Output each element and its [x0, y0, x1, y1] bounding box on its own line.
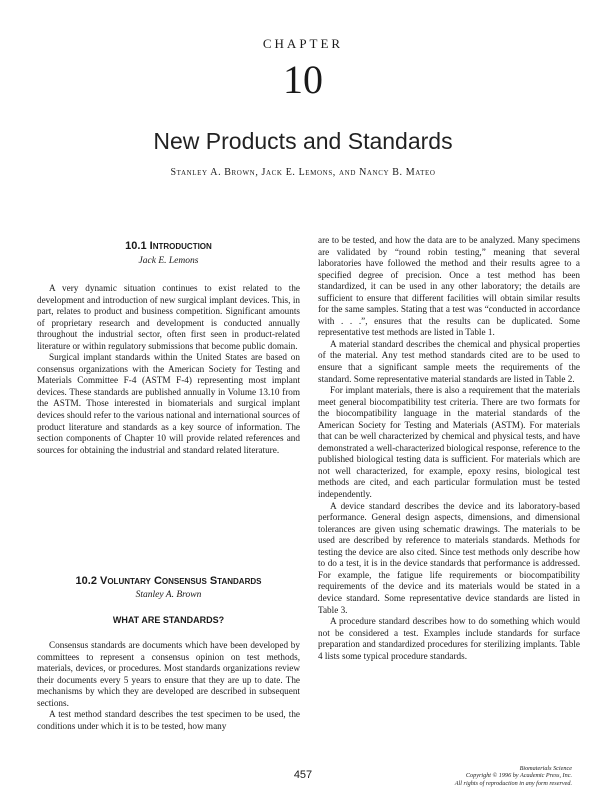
section-author-voluntary-standards: Stanley A. Brown [135, 590, 202, 600]
publisher-line: Copyright © 1996 by Academic Press, Inc. [465, 772, 572, 780]
paragraph: A material standard describes the chemical and physical properties of the material. Any test method standards cited are to be used to ensure that a significant sample meets the requirements of the standard. Some representative material standards are listed in Table 2. [318, 338, 580, 384]
chapter-number: 10 [283, 57, 323, 102]
page-number: 457 [293, 769, 313, 781]
introduction-body [37, 283, 300, 456]
subheading-what-are-standards: WHAT ARE STANDARDS? [112, 615, 225, 625]
paragraph: A procedure standard describes how to do something which would not be considered a test. Examples include standards for surface preparation and standardized procedures for sterilizing implants. Table 4 lists some typical procedure standards. [318, 616, 580, 661]
chapter-title: New Products and Standards [153, 128, 453, 154]
paragraph: A device standard describes the device and its laboratory-based performance. General design aspects, dimensions, and dimensional tolerances are given using schematic drawings. The materials to be used are described by reference to materials standards. Methods for testing the device are also cited. Since test methods only describe how to do a test, it is in the device standards that performance is addressed. For example, the fatigue life requirements or biocompatibility requirements of the device and its materials would be stated in a device standard. Some representative device standards are listed in Table 3. [318, 500, 580, 615]
paragraph: A very dynamic situation continues to exist related to the development and introduction of new surgical implant devices. This, in part, relates to product and business competition. Significant amounts of proprietary research and development is conducted annually throughout the industrial sector, often first seen in product-related literature or within regulatory submissions that become public domain. [37, 283, 300, 351]
section-heading-voluntary-standards: 10.2 Voluntary Consensus Standards [75, 575, 262, 587]
paragraph: For implant materials, there is also a requirement that the materials meet general biocompatibility test criteria. There are two formats for the biocompatibility language in the material standards of the American Society for Testing and Materials (ASTM). For materials that can be well characterized by chemical and physical tests, and have demonstrated a well-characterized biological response, reference to the published biological testing data is sufficient. For materials which are not well characterized, for example, epoxy resins, biological test methods are cited, and each particular formulation must be tested independently. [318, 385, 580, 500]
chapter-label: CHAPTER [262, 36, 344, 51]
section-author-introduction: Jack E. Lemons [138, 256, 199, 266]
paragraph: Surgical implant standards within the United States are based on consensus organizations with the American Society for Testing and Materials Committee F-4 (ASTM F-4) representing most implant devices. These standards are published annually in Volume 13.10 from the ASTM. Those interested in biomaterials and surgical implant devices should refer to the various national and international sources of product literature and standards as a key source of information. The section components of Chapter 10 will provide related references and sources for obtaining the industrial and standard related literature. [37, 352, 300, 455]
standards-body [37, 640, 300, 732]
paragraph: A test method standard describes the test specimen to be used, the conditions under which it is to be tested, how many [37, 709, 300, 731]
chapter-authors: Stanley A. Brown, Jack E. Lemons, and Nancy B. Mateo [170, 167, 436, 178]
publisher-line: All rights of reproduction in any form reserved. [454, 779, 572, 787]
section-heading-introduction: 10.1 Introduction [125, 240, 212, 252]
paragraph: are to be tested, and how the data are to be analyzed. Many specimens are validated by “round robin testing,” meaning that several laboratories have followed the method and their results agree to a specified degree of precision. Once a test method has been standardized, it can be used in any other laboratory; the details are sufficient to ensure that different facilities will obtain similar results for the same samples. Stating that a test was “conducted in accordance with . . .”, ensures that the results can be duplicated. Some representative test methods are listed in Table 1. [318, 235, 580, 338]
publisher-line: Biomaterials Science [519, 765, 572, 772]
paragraph: Consensus standards are documents which have been developed by committees to represent a consensus opinion on test methods, materials, devices, or procedures. Most standards organizations review their documents every 5 years to ensure that they are up to date. The mechanisms by which they are developed are described in subsequent sections. [37, 640, 300, 708]
right-column-body [318, 235, 580, 662]
publisher-notice [455, 765, 572, 787]
